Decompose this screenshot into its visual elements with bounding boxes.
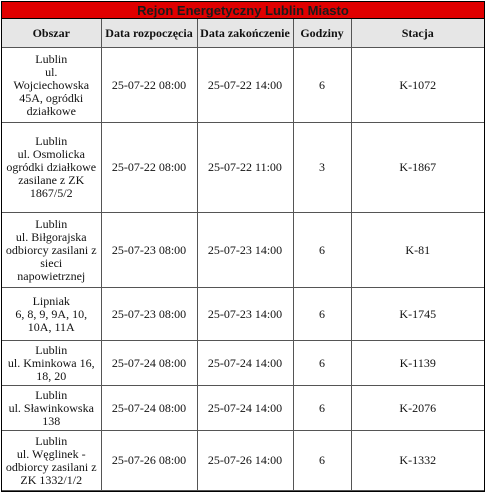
cell-station: K-1745 (351, 288, 484, 341)
header-row (2, 19, 484, 48)
cell-hours: 6 (293, 213, 351, 288)
table-row (2, 288, 484, 341)
outage-table (2, 19, 484, 491)
cell-end-date: 25-07-23 14:00 (197, 213, 293, 288)
header-end-date: Data zakończenie (197, 19, 293, 48)
table-row (2, 431, 484, 491)
cell-area: Lublin ul. Wojciechowska 45A, ogródki działkowe (2, 48, 101, 123)
cell-start-date: 25-07-24 08:00 (101, 386, 197, 431)
cell-station: K-1072 (351, 48, 484, 123)
header-station: Stacja (351, 19, 484, 48)
header-hours: Godziny (293, 19, 351, 48)
cell-station: K-81 (351, 213, 484, 288)
cell-hours: 6 (293, 341, 351, 386)
cell-hours: 6 (293, 48, 351, 123)
cell-hours: 3 (293, 123, 351, 213)
table-row (2, 341, 484, 386)
table-row (2, 123, 484, 213)
cell-area: Lipniak 6, 8, 9, 9A, 10, 10A, 11A (2, 288, 101, 341)
cell-start-date: 25-07-23 08:00 (101, 213, 197, 288)
cell-end-date: 25-07-24 14:00 (197, 386, 293, 431)
cell-start-date: 25-07-22 08:00 (101, 123, 197, 213)
cell-area: Lublin ul. Węglinek - odbiorcy zasilani z ZK 1332/1/2 (2, 431, 101, 491)
cell-end-date: 25-07-22 11:00 (197, 123, 293, 213)
cell-start-date: 25-07-23 08:00 (101, 288, 197, 341)
region-title-banner: Rejon Energetyczny Lublin Miasto (2, 2, 484, 19)
cell-station: K-1332 (351, 431, 484, 491)
outage-schedule-sheet (1, 1, 485, 492)
cell-station: K-1139 (351, 341, 484, 386)
header-start-date: Data rozpoczęcia (101, 19, 197, 48)
cell-area: Lublin ul. Biłgorajska odbiorcy zasilani z sieci napowietrznej (2, 213, 101, 288)
cell-area: Lublin ul. Osmolicka ogródki działkowe zasilane z ZK 1867/5/2 (2, 123, 101, 213)
cell-hours: 6 (293, 431, 351, 491)
table-row (2, 48, 484, 123)
cell-station: K-2076 (351, 386, 484, 431)
table-row (2, 213, 484, 288)
cell-end-date: 25-07-24 14:00 (197, 341, 293, 386)
table-row (2, 386, 484, 431)
header-area: Obszar (2, 19, 101, 48)
cell-hours: 6 (293, 386, 351, 431)
cell-start-date: 25-07-24 08:00 (101, 341, 197, 386)
cell-end-date: 25-07-22 14:00 (197, 48, 293, 123)
cell-area: Lublin ul. Kminkowa 16, 18, 20 (2, 341, 101, 386)
cell-area: Lublin ul. Sławinkowska 138 (2, 386, 101, 431)
cell-end-date: 25-07-23 14:00 (197, 288, 293, 341)
cell-station: K-1867 (351, 123, 484, 213)
cell-start-date: 25-07-22 08:00 (101, 48, 197, 123)
cell-start-date: 25-07-26 08:00 (101, 431, 197, 491)
cell-end-date: 25-07-26 14:00 (197, 431, 293, 491)
cell-hours: 6 (293, 288, 351, 341)
